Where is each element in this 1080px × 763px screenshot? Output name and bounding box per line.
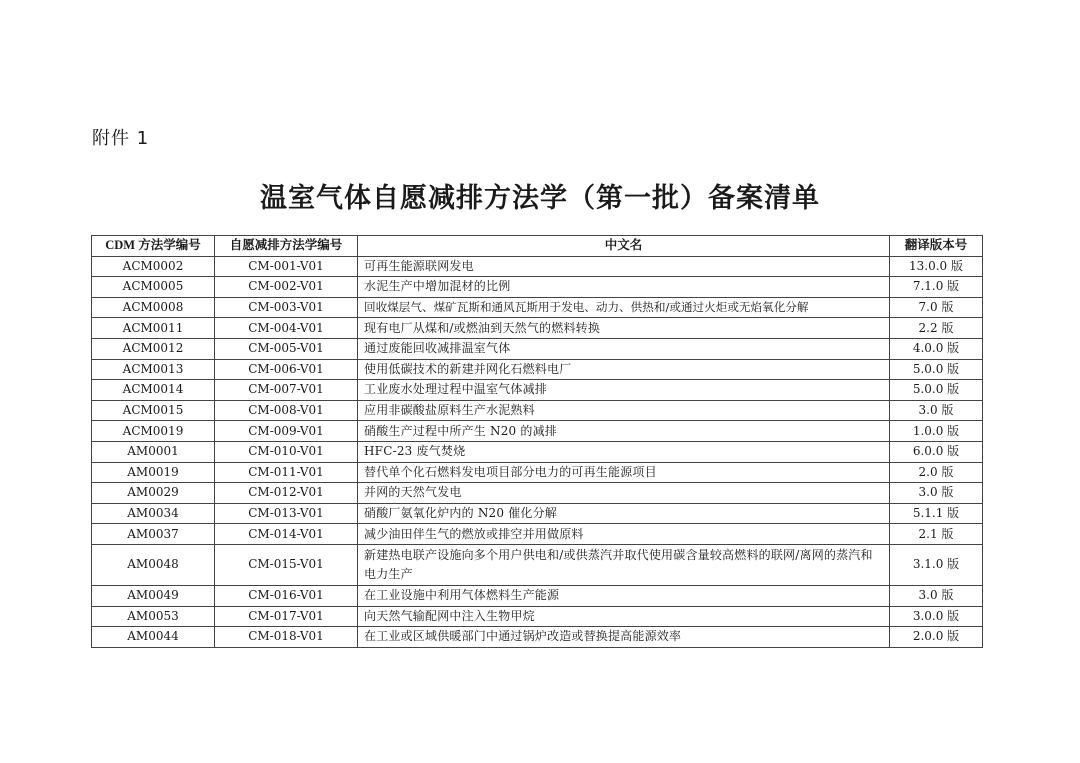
table-row xyxy=(92,585,983,606)
cell-version: 2.0.0 版 xyxy=(890,627,983,648)
cell-chinese-name: 通过废能回收减排温室气体 xyxy=(358,338,890,359)
cell-version: 3.0.0 版 xyxy=(890,606,983,627)
cell-version: 7.1.0 版 xyxy=(890,277,983,298)
methodology-table xyxy=(91,235,983,648)
cell-cdm-number: AM0001 xyxy=(92,441,215,462)
table-row xyxy=(92,277,983,298)
cell-chinese-name: 现有电厂从煤和/或燃油到天然气的燃料转换 xyxy=(358,318,890,339)
cell-ccer-number: CM-008-V01 xyxy=(215,400,358,421)
cell-ccer-number: CM-001-V01 xyxy=(215,256,358,277)
cell-cdm-number: AM0019 xyxy=(92,462,215,483)
cell-chinese-name: 硝酸厂氨氧化炉内的 N20 催化分解 xyxy=(358,503,890,524)
table-row xyxy=(92,256,983,277)
header-chinese-name: 中文名 xyxy=(358,236,890,257)
cell-version: 5.1.1 版 xyxy=(890,503,983,524)
table-row xyxy=(92,380,983,401)
cell-version: 3.0 版 xyxy=(890,483,983,504)
table-row xyxy=(92,503,983,524)
cell-cdm-number: AM0049 xyxy=(92,585,215,606)
cell-cdm-number: ACM0015 xyxy=(92,400,215,421)
cell-cdm-number: ACM0019 xyxy=(92,421,215,442)
table-row xyxy=(92,297,983,318)
cell-ccer-number: CM-015-V01 xyxy=(215,544,358,585)
cell-chinese-name: 新建热电联产设施向多个用户供电和/或供蒸汽并取代使用碳含量较高燃料的联网/离网的蒸汽和电力生产 xyxy=(358,544,890,585)
cell-cdm-number: AM0053 xyxy=(92,606,215,627)
header-ccer-number: 自愿减排方法学编号 xyxy=(215,236,358,257)
cell-version: 7.0 版 xyxy=(890,297,983,318)
cell-version: 1.0.0 版 xyxy=(890,421,983,442)
cell-cdm-number: ACM0011 xyxy=(92,318,215,339)
table-row xyxy=(92,544,983,585)
cell-ccer-number: CM-007-V01 xyxy=(215,380,358,401)
table-header-row xyxy=(92,236,983,257)
cell-cdm-number: AM0044 xyxy=(92,627,215,648)
cell-chinese-name: 硝酸生产过程中所产生 N20 的减排 xyxy=(358,421,890,442)
cell-ccer-number: CM-017-V01 xyxy=(215,606,358,627)
cell-cdm-number: AM0048 xyxy=(92,544,215,585)
table-row xyxy=(92,606,983,627)
cell-chinese-name: 在工业或区域供暖部门中通过锅炉改造或替换提高能源效率 xyxy=(358,627,890,648)
header-cdm-number: CDM 方法学编号 xyxy=(92,236,215,257)
cell-ccer-number: CM-016-V01 xyxy=(215,585,358,606)
cell-chinese-name: 回收煤层气、煤矿瓦斯和通风瓦斯用于发电、动力、供热和/或通过火炬或无焰氧化分解 xyxy=(358,297,890,318)
cell-chinese-name: 应用非碳酸盐原料生产水泥熟料 xyxy=(358,400,890,421)
cell-chinese-name: 使用低碳技术的新建并网化石燃料电厂 xyxy=(358,359,890,380)
document-title: 温室气体自愿减排方法学（第一批）备案清单 xyxy=(260,183,820,214)
cell-chinese-name: 替代单个化石燃料发电项目部分电力的可再生能源项目 xyxy=(358,462,890,483)
cell-cdm-number: AM0034 xyxy=(92,503,215,524)
cell-cdm-number: AM0037 xyxy=(92,524,215,545)
table-row xyxy=(92,359,983,380)
cell-chinese-name: 并网的天然气发电 xyxy=(358,483,890,504)
table-row xyxy=(92,338,983,359)
cell-ccer-number: CM-005-V01 xyxy=(215,338,358,359)
cell-version: 2.2 版 xyxy=(890,318,983,339)
cell-ccer-number: CM-011-V01 xyxy=(215,462,358,483)
cell-cdm-number: ACM0002 xyxy=(92,256,215,277)
table-row xyxy=(92,627,983,648)
cell-chinese-name: HFC-23 废气焚烧 xyxy=(358,441,890,462)
cell-ccer-number: CM-014-V01 xyxy=(215,524,358,545)
cell-ccer-number: CM-012-V01 xyxy=(215,483,358,504)
cell-cdm-number: ACM0012 xyxy=(92,338,215,359)
cell-ccer-number: CM-018-V01 xyxy=(215,627,358,648)
cell-cdm-number: ACM0013 xyxy=(92,359,215,380)
cell-chinese-name: 可再生能源联网发电 xyxy=(358,256,890,277)
table-row xyxy=(92,400,983,421)
table-row xyxy=(92,524,983,545)
cell-version: 3.1.0 版 xyxy=(890,544,983,585)
cell-ccer-number: CM-004-V01 xyxy=(215,318,358,339)
cell-version: 5.0.0 版 xyxy=(890,359,983,380)
cell-ccer-number: CM-003-V01 xyxy=(215,297,358,318)
cell-cdm-number: ACM0008 xyxy=(92,297,215,318)
table-row xyxy=(92,462,983,483)
cell-ccer-number: CM-006-V01 xyxy=(215,359,358,380)
cell-version: 3.0 版 xyxy=(890,585,983,606)
cell-chinese-name: 水泥生产中增加混材的比例 xyxy=(358,277,890,298)
cell-cdm-number: ACM0014 xyxy=(92,380,215,401)
attachment-label: 附件 1 xyxy=(92,128,150,149)
cell-ccer-number: CM-002-V01 xyxy=(215,277,358,298)
cell-version: 5.0.0 版 xyxy=(890,380,983,401)
cell-ccer-number: CM-013-V01 xyxy=(215,503,358,524)
table-row xyxy=(92,483,983,504)
cell-chinese-name: 向天然气输配网中注入生物甲烷 xyxy=(358,606,890,627)
cell-version: 6.0.0 版 xyxy=(890,441,983,462)
cell-ccer-number: CM-010-V01 xyxy=(215,441,358,462)
cell-ccer-number: CM-009-V01 xyxy=(215,421,358,442)
cell-chinese-name: 减少油田伴生气的燃放或排空并用做原料 xyxy=(358,524,890,545)
cell-version: 13.0.0 版 xyxy=(890,256,983,277)
cell-cdm-number: AM0029 xyxy=(92,483,215,504)
cell-chinese-name: 工业废水处理过程中温室气体减排 xyxy=(358,380,890,401)
cell-version: 2.1 版 xyxy=(890,524,983,545)
cell-version: 3.0 版 xyxy=(890,400,983,421)
cell-version: 2.0 版 xyxy=(890,462,983,483)
header-version: 翻译版本号 xyxy=(890,236,983,257)
cell-cdm-number: ACM0005 xyxy=(92,277,215,298)
cell-chinese-name: 在工业设施中利用气体燃料生产能源 xyxy=(358,585,890,606)
cell-version: 4.0.0 版 xyxy=(890,338,983,359)
table-row xyxy=(92,441,983,462)
table-row xyxy=(92,421,983,442)
table-row xyxy=(92,318,983,339)
